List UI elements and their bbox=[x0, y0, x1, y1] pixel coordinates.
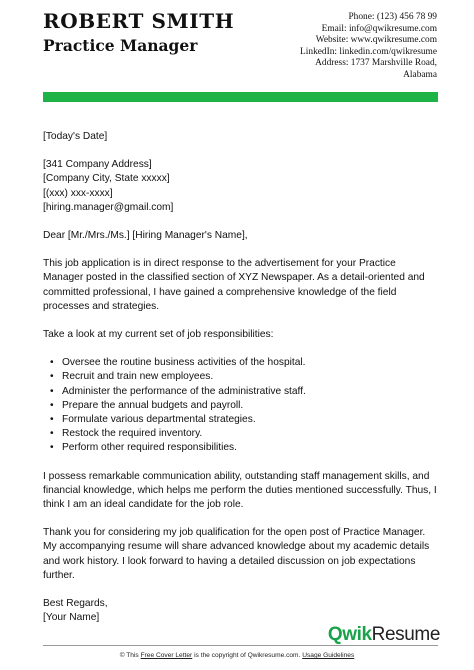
recipient-email: [hiring.manager@gmail.com] bbox=[43, 201, 174, 213]
footer-divider bbox=[43, 645, 438, 646]
contact-address-line1: Address: 1737 Marshville Road, bbox=[315, 58, 437, 69]
letter-body bbox=[43, 130, 438, 625]
contact-email: Email: info@qwikresume.com bbox=[321, 23, 437, 34]
applicant-title: Practice Manager bbox=[43, 36, 198, 55]
list-intro: Take a look at my current set of job responsibilities: bbox=[43, 329, 274, 341]
closing-paragraph: Thank you for considering my job qualification for the open post of Practice Manager. My accompanying resume will share advanced knowledge about my academic details and work history. I look forward to having a detailed discussion on job expectations further. bbox=[43, 527, 430, 581]
header-accent-bar bbox=[43, 92, 438, 102]
contact-website: Website: www.qwikresume.com bbox=[315, 35, 437, 46]
letter-date: [Today's Date] bbox=[43, 131, 108, 142]
footer-middle: is the copyright of Qwikresume.com. bbox=[194, 652, 301, 659]
free-cover-letter-link[interactable]: Free Cover Letter bbox=[140, 652, 193, 659]
footer-prefix: © This bbox=[119, 652, 139, 659]
contact-block bbox=[247, 12, 437, 82]
list-item: • Restock the required inventory. bbox=[62, 427, 438, 441]
recipient-city: [Company City, State xxxxx] bbox=[43, 173, 170, 185]
logo-qwik: Qwik bbox=[327, 624, 372, 645]
recipient-address-block bbox=[43, 158, 438, 215]
list-item: • Perform other required responsibilities. bbox=[62, 441, 438, 455]
contact-address-line2: Alabama bbox=[403, 69, 437, 80]
logo-resume: Resume bbox=[371, 624, 440, 645]
salutation: Dear [Mr./Mrs./Ms.] [Hiring Manager's Name], bbox=[43, 230, 248, 242]
list-item: • Formulate various departmental strategies. bbox=[62, 413, 438, 427]
closing-phrase: Best Regards, bbox=[43, 598, 108, 610]
list-item: • Oversee the routine business activities of the hospital. bbox=[62, 356, 438, 370]
contact-phone: Phone: (123) 456 78 99 bbox=[348, 12, 437, 22]
list-item: • Administer the performance of the administrative staff. bbox=[62, 385, 438, 399]
responsibilities-list bbox=[43, 356, 438, 455]
list-item: • Prepare the annual budgets and payroll. bbox=[62, 399, 438, 413]
qwikresume-logo[interactable] bbox=[328, 624, 440, 646]
usage-guidelines-link[interactable]: Usage Guidelines bbox=[302, 652, 355, 659]
applicant-name: ROBERT SMITH bbox=[43, 9, 235, 33]
list-item: • Recruit and train new employees. bbox=[62, 370, 438, 384]
footer-copyright bbox=[0, 652, 474, 659]
recipient-address: [341 Company Address] bbox=[43, 159, 152, 171]
signature: [Your Name] bbox=[43, 612, 100, 624]
recipient-phone: [(xxx) xxx-xxxx] bbox=[43, 187, 113, 199]
contact-linkedin: LinkedIn: linkedin.com/qwikresume bbox=[300, 46, 437, 57]
intro-paragraph: This job application is in direct response to the advertisement for your Practice Manager posted in the classified section of XYZ Newspaper. As a detail-oriented and committed professional, I have gained a comprehensive knowledge of the field processes and strategies. bbox=[43, 258, 425, 312]
skills-paragraph: I possess remarkable communication ability, outstanding staff management skills, and financial knowledge, which helps me perform the duties mentioned successfully. Thus, I think I am an ideal candidate for the job role. bbox=[43, 470, 437, 511]
